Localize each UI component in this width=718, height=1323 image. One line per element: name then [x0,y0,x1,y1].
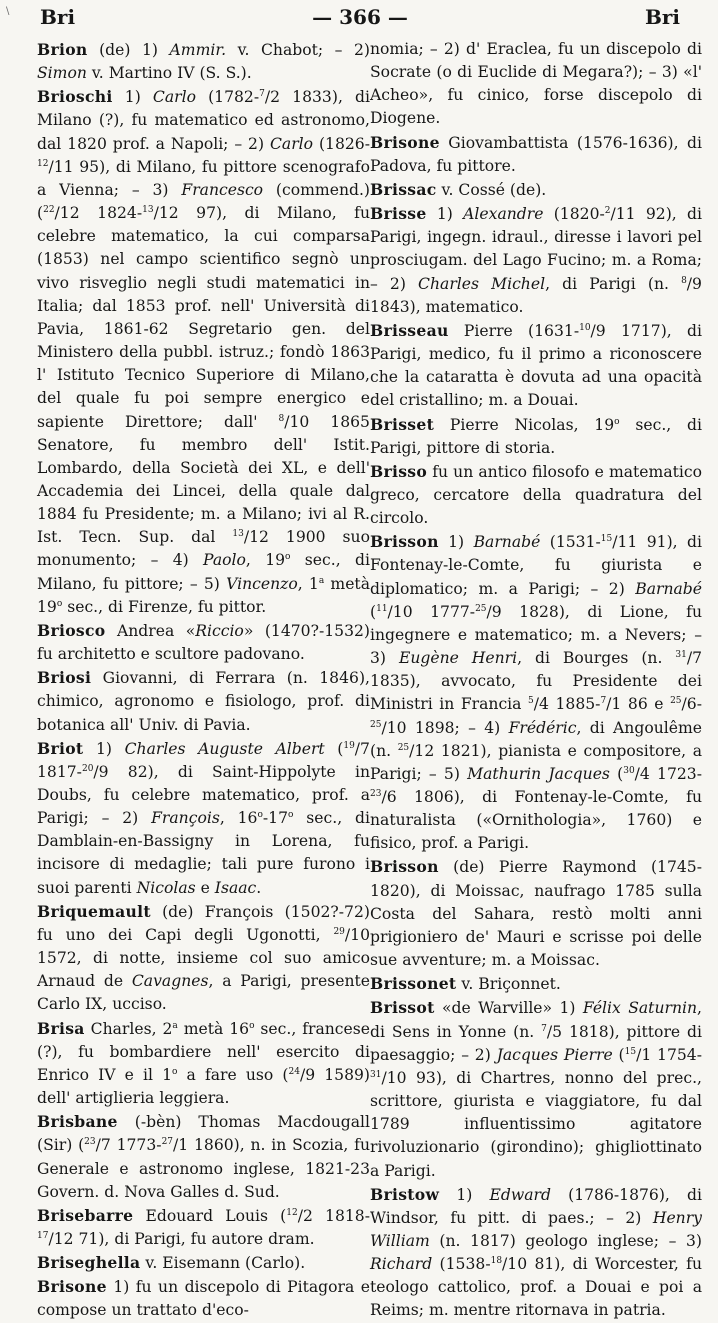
dictionary-entry [37,1017,370,1111]
entry-body: Andrea «Riccio» (1470?-1532) fu architetto e scultore padovano. [37,621,370,664]
dictionary-entry [370,530,702,855]
entry-body: fu un antico filosofo e matematico greco, cercatore della quadratura del circolo. [370,462,702,528]
entry-headword: Brisson [370,857,439,877]
dictionary-entry [370,178,702,202]
dictionary-entry [370,131,702,178]
dictionary-entry [37,619,370,666]
entry-body: (de) Pierre Raymond (1745-1820), di Moissac, naufrago 1785 sulla Costa del Sahara, restò molti anni prigioniero de' Mauri e scrisse poi delle sue avventure; m. a Moissac. [370,858,702,970]
entry-headword: Brisebarre [37,1205,134,1225]
entry-headword: Brion [37,40,88,59]
header-right-guideword: Bri [644,5,680,29]
text-columns [0,38,718,1320]
entry-headword: Briosi [37,668,92,688]
dictionary-entry [37,900,370,1017]
entry-headword: Brisso [370,461,428,481]
entry-headword: Brisbane [37,1112,118,1132]
entry-body: (de) 1) Ammir. v. Chabot; – 2) Simon v. Martino IV (S. S.). [37,41,370,83]
entry-headword: Brisset [370,414,435,434]
corner-mark: \ [6,6,10,17]
entry-body: 1) Barnabé (1531-$^{15}$/11 91), di Fontenay-le-Comte, fu giurista e diplomatico; m. a Parigi; – 2) Barnabé ($^{11}$/10 1777-$^{25}$/9 1828), di Lione, fu ingegnere e matematico; m. a Nevers; – 3) Eugène Henri, di Bourges (n. $^{31}$/7 1835), avvocato, fu Presidente dei Ministri in Francia $^5$/4 1885-$^7$/1 86 e $^{25}$/6-$^{25}$/10 1898; – 4) Frédéric, di Angoulême (n. $^{25}$/12 1821), pianista e compositore, a Parigi; – 5) Mathurin Jacques ($^{30}$/4 1723-$^{23}$/6 1806), di Fontenay-le-Comte, fu naturalista («Ornithologia», 1760) e fisico, prof. a Parigi. [370,533,702,853]
entry-headword: Brissonet [370,974,457,994]
entry-headword: Brisone [370,132,440,152]
entry-body: (de) François (1502?-72) fu uno dei Capi degli Ugonotti, $^{29}$/10 1572, di notte, insieme col suo amico Arnaud de Cavagnes, a Parigi, presente Carlo IX, ucciso. [37,902,370,1014]
page-number: — 366 — [312,5,408,29]
entry-body: v. Cossé (de). [441,180,547,199]
entry-body: 1) Alexandre (1820-$^2$/11 92), di Parigi, ingegn. idraul., diresse i lavori pel prosciugam. del Lago Fucino; m. a Roma; – 2) Charles Michel, di Parigi (n. $^8$/9 1843), matematico. [370,205,702,316]
dictionary-entry [370,972,702,996]
entry-body: Charles, 2$^a$ metà 16$^o$ sec., francese (?), fu bombardiere nell' esercito di Enrico IV e il 1$^o$ a fare uso ($^{24}$/9 1589) dell' artiglieria leggiera. [37,1019,370,1108]
entry-headword: Brioschi [37,87,113,107]
entry-body: 1) Edward (1786-1876), di Windsor, fu pitt. di paes.; – 2) Henry William (n. 1817) geologo inglese; – 3) Richard (1538-$^{18}$/10 81), di Worcester, fu teologo cattolico, prof. a Douai e poi a Reims; m. mentre ritornava in patria. [370,1185,702,1320]
entry-headword: Bristow [370,1184,440,1204]
entry-headword: Brisseau [370,320,449,340]
dictionary-entry [370,1183,702,1323]
entry-body: 1) fu un discepolo di Pitagora e compose un trattato d'eco- [37,1278,370,1320]
entry-headword: Brisa [37,1018,85,1038]
dictionary-entry [370,460,702,530]
entry-body: 1) Carlo (1782-$^7$/2 1833), di Milano (?), fu matematico ed astronomo, dal 1820 prof. a Napoli; – 2) Carlo (1826-$^{12}$/11 95), di Milano, fu pittore scenografo a Vienna; – 3) Francesco (commend.) ($^{22}$/12 1824-$^{13}$/12 97), di Milano, fu celebre matematico, la cui comparsa (1853) nel campo scientifico segnò un vivo risveglio negli studi matematici in Italia; dal 1853 prof. nell' Università di Pavia, 1861-62 Segretario gen. del Ministero della pubbl. istruz.; fondò 1863 l' Istituto Tecnico Superiore di Milano, del quale fu poi sempre energico e sapiente Direttore; dall' $^8$/10 1865 Senatore, fu membro dell' Istit. Lombardo, della Società dei XL, e dell' Accademia dei Lincei, della quale dal 1884 fu Presidente; m. a Milano; ivi al R. Ist. Tecn. Sup. dal $^{13}$/12 1900 suo monumento; – 4) Paolo, 19$^o$ sec., di Milano, fu pittore; – 5) Vincenzo, 1$^a$ metà 19$^o$ sec., di Firenze, fu pittor. [37,88,371,616]
dictionary-entry [37,38,370,85]
dictionary-entry [370,855,702,972]
entry-body: nomia; – 2) d' Eraclea, fu un discepolo di Socrate (o di Euclide di Megara?); – 3) «l' Acheo», fu cinico, forse discepolo di Diogene. [370,40,702,128]
dictionary-entry [370,38,702,131]
entry-body: Giovambattista (1576-1636), di Padova, fu pittore. [370,133,702,175]
dictionary-entry [37,1251,370,1275]
entry-headword: Briquemault [37,901,151,921]
entry-headword: Briot [37,738,84,758]
entry-body: 1) Charles Auguste Albert ($^{19}$/7 1817-$^{20}$/9 82), di Saint-Hippolyte in Doubs, fu celebre matematico, prof. a Parigi; – 2) François, 16$^o$-17$^o$ sec., di Damblain-en-Bassigny in Lorena, fu incisore di medaglie; tali pure furono i suoi parenti Nicolas e Isaac. [37,739,370,897]
entry-headword: Brissot [370,998,435,1018]
page-header [0,0,718,34]
entry-headword: Briosco [37,620,106,640]
entry-headword: Brissac [370,179,437,199]
entry-body: (-bèn) Thomas Macdougall (Sir) ($^{23}$/7 1773-$^{27}$/1 1860), n. in Scozia, fu Generale e astronomo inglese, 1821-23 Govern. d. Nova Galles d. Sud. [37,1113,370,1201]
entry-headword: Brisson [370,532,439,552]
entry-body: Giovanni, di Ferrara (n. 1846), chimico, agronomo e fisiologo, prof. di botanica all' Univ. di Pavia. [37,669,370,734]
dictionary-entry [37,1204,370,1251]
dictionary-entry [370,202,702,319]
entry-body: Edouard Louis ($^{12}$/2 1818-$^{17}$/12 71), di Parigi, fu autore dram. [37,1206,370,1248]
entry-body: v. Eisemann (Carlo). [145,1254,306,1273]
dictionary-entry [37,666,370,736]
entry-body: «de Warville» 1) Félix Saturnin, di Sens in Yonne (n. $^7$/5 1818), pittore di paesaggio; – 2) Jacques Pierre ($^{15}$/1 1754-$^{31}$/10 93), di Chartres, nonno del prec., scrittore, giurista e viaggiatore, fu dal 1789 influentissimo agitatore rivoluzionario (girondino); ghigliottinato a Parigi. [370,999,702,1180]
entry-headword: Brisone [37,1277,107,1297]
header-left-guideword: Bri [40,5,76,29]
entry-body: v. Briçonnet. [461,975,561,994]
dictionary-entry [37,1275,370,1322]
dictionary-entry [37,85,370,619]
entry-headword: Briseghella [37,1253,141,1273]
entry-body: Pierre Nicolas, 19$^o$ sec., di Parigi, pittore di storia. [370,415,702,457]
right-column [370,38,702,1320]
entry-body: Pierre (1631-$^{10}$/9 1717), di Parigi, medico, fu il primo a riconoscere che la cataratta è dovuta ad una opacità del cristallino; m. a Douai. [370,321,702,410]
dictionary-entry [370,319,702,413]
left-column [37,38,371,1320]
dictionary-entry [370,996,702,1182]
dictionary-entry [37,1110,370,1204]
dictionary-entry [37,737,370,900]
entry-headword: Brisse [370,204,427,224]
dictionary-entry [370,413,702,460]
